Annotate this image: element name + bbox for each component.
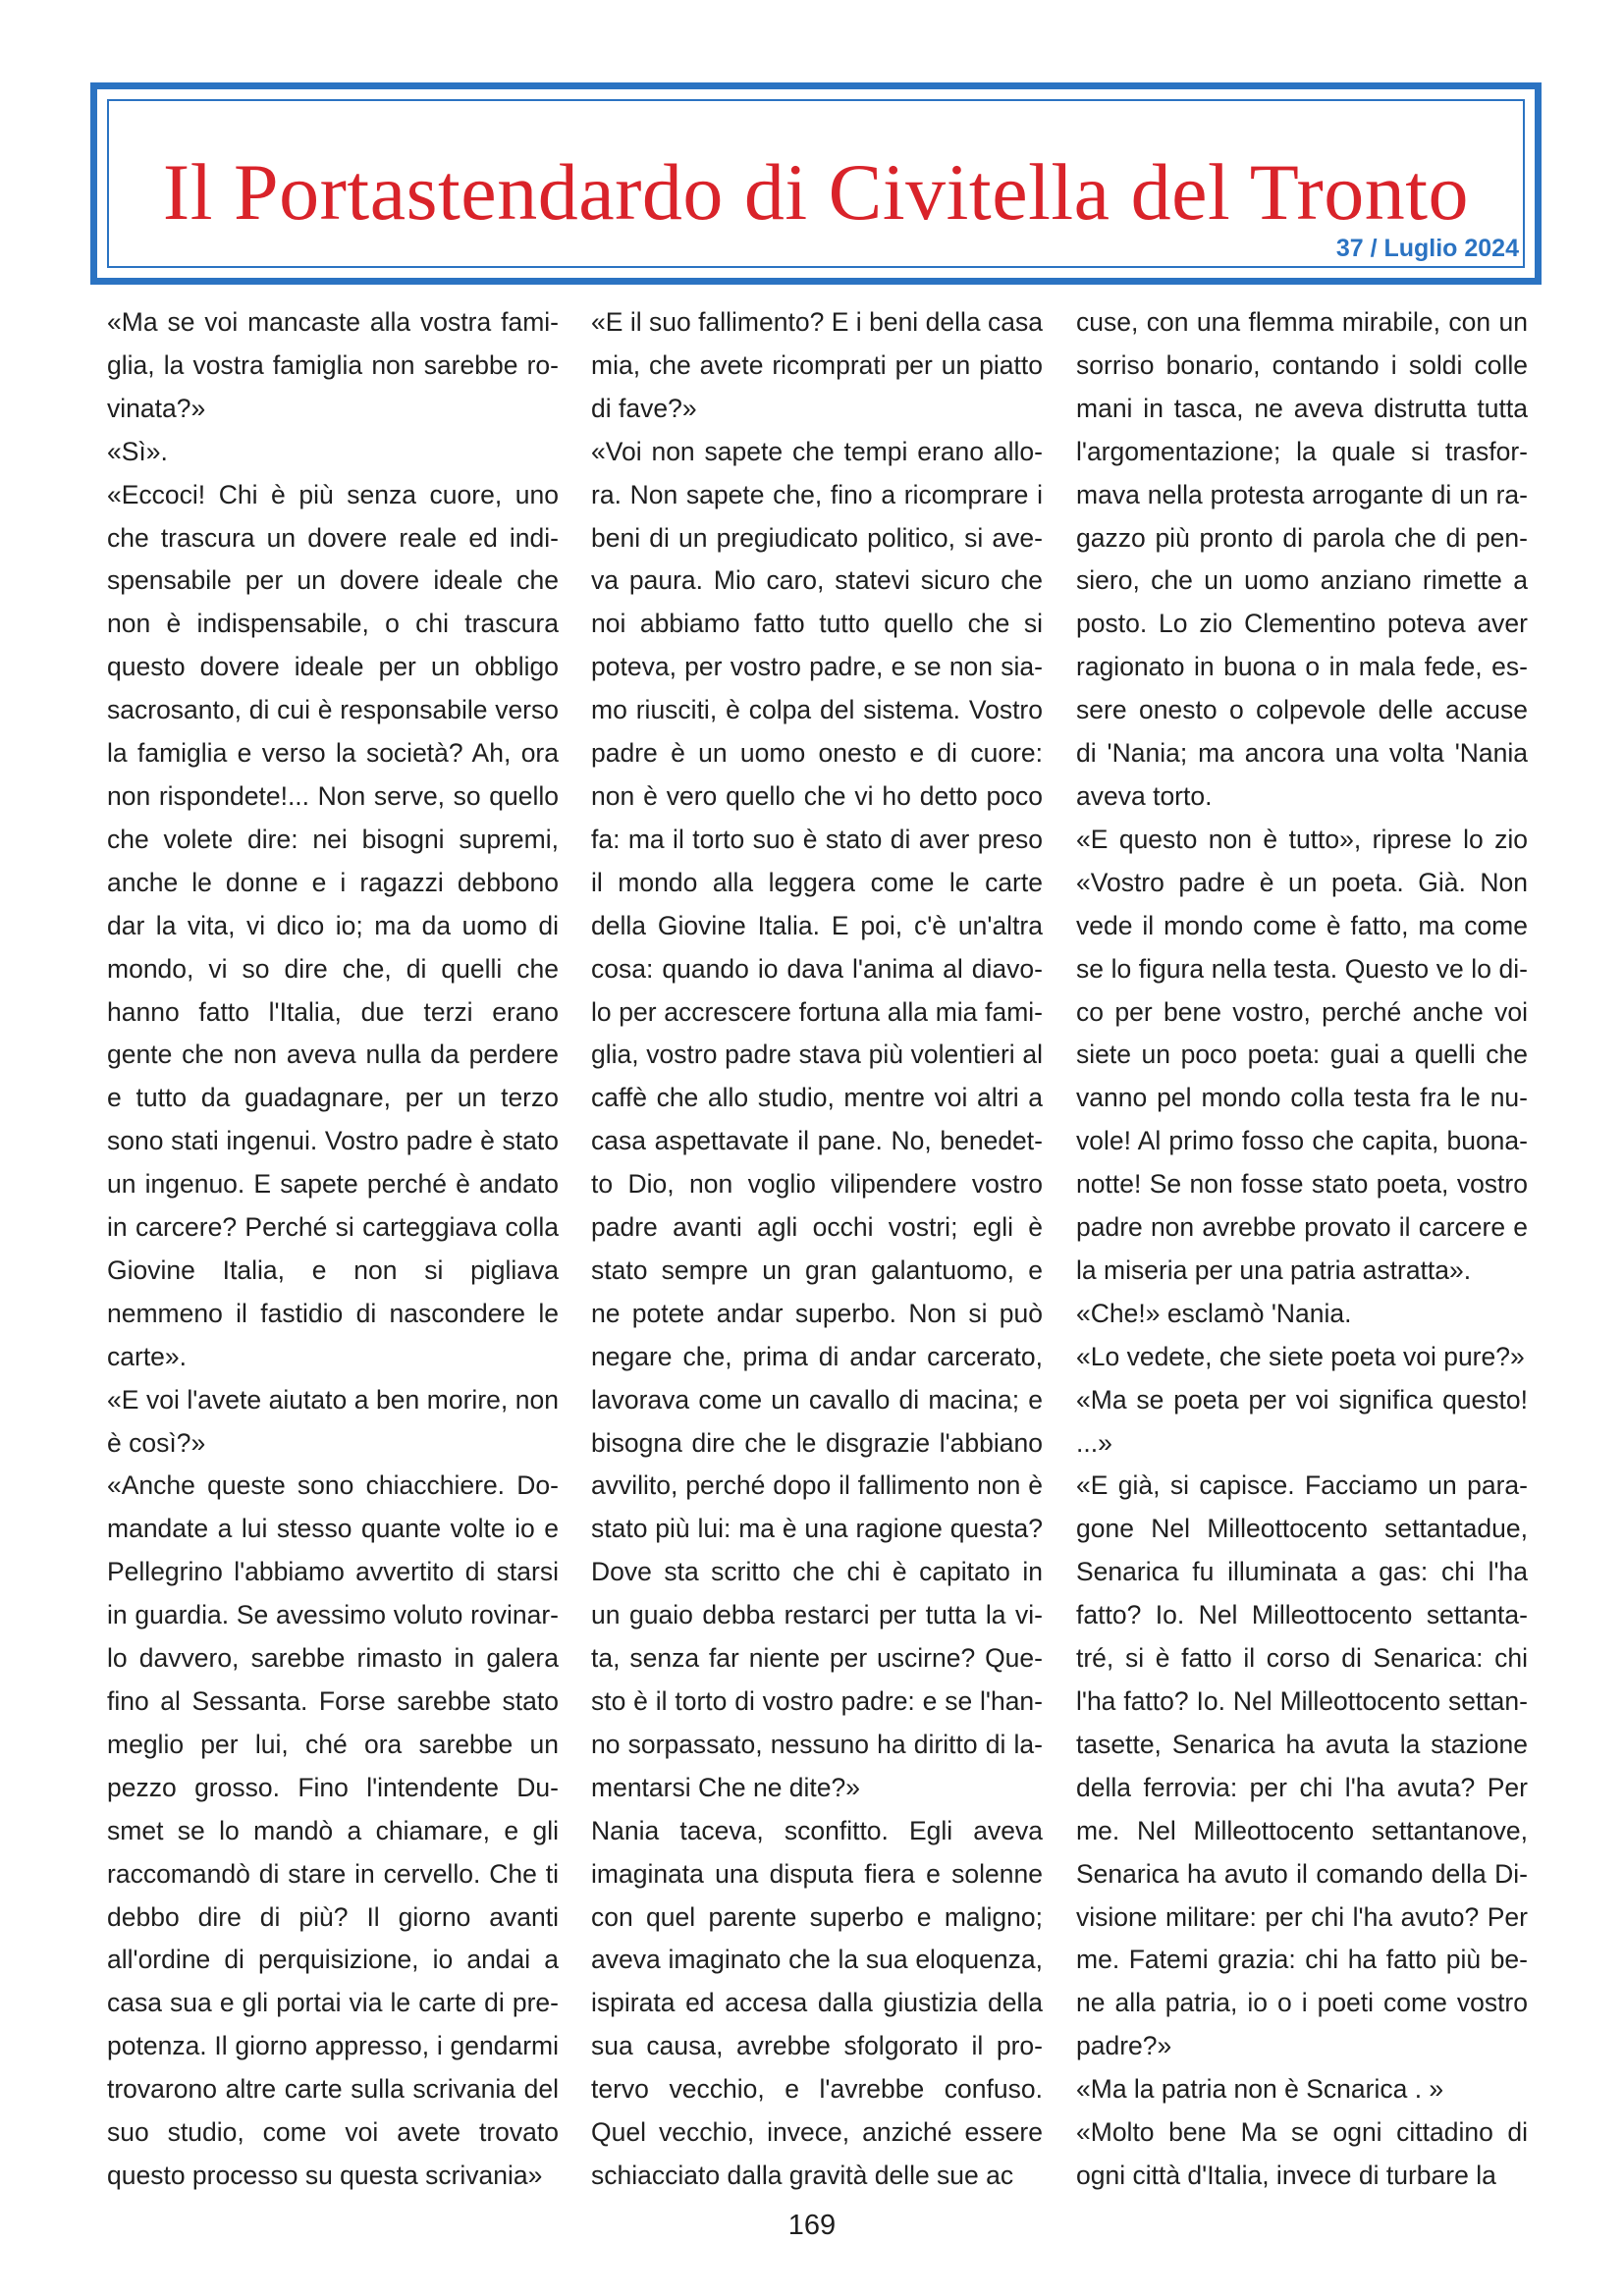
paragraph: «E questo non è tutto», riprese lo zio «Vostro padre è un poeta. Già. Non vede il mondo come è fatto, ma come se lo figura nella testa. Questo ve lo dico per bene vostro, perché anche voi siete un poco poeta: guai a quelli che vanno pel mondo colla testa fra le nuvole! Al primo fosso che capita, buonanotte! Se non fosse stato poeta, vostro padre non avrebbe provato il carcere e la miseria per una patria astratta». [1076,824,1528,1285]
text-column-2 [591,301,1043,2198]
paragraph: «Che!» esclamò 'Nania. [1076,1298,1352,1328]
paragraph: «Voi non sapete che tempi erano allora. Non sapete che, fino a ricomprare i beni di un pregiudicato politico, si aveva paura. Mio caro, statevi sicuro che noi abbiamo fatto tutto quello che si poteva, per vostro padre, e se non siamo riusciti, è colpa del sistema. Vostro padre è un uomo onesto e di cuore: non è vero quello che vi ho detto poco fa: ma il torto suo è stato di aver preso il mondo alla leggera come le carte della Giovine Italia. E poi, c'è un'altra cosa: quando io dava l'anima al diavolo per accrescere fortuna alla mia famiglia, vostro padre stava più volentieri al caffè che allo studio, mentre voi altri a casa aspettavate il pane. No, benedetto Dio, non voglio vilipendere vostro padre avanti agli occhi vostri; egli è stato sempre un gran galantuomo, e ne potete andar superbo. Non si può negare che, prima di andar carcerato, lavorava come un cavallo di macina; e bisogna dire che le disgrazie l'abbiano avvilito, perché dopo il fallimento non è stato più lui: ma è una ragione questa? Dove sta scritto che chi è capitato in un guaio debba restarci per tutta la vita, senza far niente per uscirne? Questo è il torto di vostro padre: e se l'hanno sorpassato, nessuno ha diritto di lamentarsi Che ne dite?» [591,436,1043,1802]
masthead [90,82,1542,285]
paragraph: cuse, con una flemma mirabile, con un sorriso bonario, contando i soldi colle mani in tasca, ne aveva distrutta tutta l'argomentazione; la quale si trasformava nella protesta arrogante di un ragazzo più pronto di parola che di pensiero, che un uomo anziano rimette a posto. Lo zio Clementino poteva aver ragionato in buona o in mala fede, essere onesto o colpevole delle accuse di 'Nania; ma ancora una volta 'Nania aveva torto. [1076,307,1528,811]
page-number: 169 [787,2210,837,2241]
paragraph: Nania taceva, sconfitto. Egli aveva imaginata una disputa fiera e solenne con quel parente superbo e maligno; aveva imaginato che la sua eloquenza, ispirata ed accesa dalla giustizia della sua causa, avrebbe sfolgorato il protervo vecchio, e l'avrebbe confuso. Quel vecchio, invece, anziché essere schiacciato dalla gravità delle sue ac [591,1815,1043,2190]
text-column-1 [107,301,559,2198]
paragraph: «Ma la patria non è Scnarica . » [1076,2074,1444,2105]
text-column-3 [1076,301,1528,2198]
paragraph: «Ma se poeta per voi significa questo! ...» [1076,1384,1528,1458]
paragraph: «Eccoci! Chi è più senza cuore, uno che trascura un dovere reale ed indispensabile per un dovere ideale che non è indispensabile, o chi trascura questo dovere ideale per un obbligo sacrosanto, di cui è responsabile verso la famiglia e verso la società? Ah, ora non rispondete!... Non serve, so quello che volete dire: nei bisogni supremi, anche le donne e i ragazzi debbono dar la vita, vi dico io; ma da uomo di mondo, vi so dire che, di quelli che hanno fatto l'Italia, due terzi erano gente che non aveva nulla da perdere e tutto da guadagnare, per un terzo sono stati ingenui. Vostro padre è stato un ingenuo. E sapete perché è andato in carcere? Perché si carteggiava colla Giovine Italia, e non si pigliava nemmeno il fastidio di nascondere le carte». [107,479,559,1371]
paragraph: «Anche queste sono chiacchiere. Domandate a lui stesso quante volte io e Pellegrino l'abbiamo avvertito di starsi in guardia. Se avessimo voluto rovinarlo davvero, sarebbe rimasto in galera fino al Sessanta. Forse sarebbe stato meglio per lui, ché ora sarebbe un pezzo grosso. Fino l'intendente Dusmet se lo mandò a chiamare, e gli raccomandò di stare in cervello. Che ti debbo dire di più? Il giorno avanti all'ordine di perquisizione, io andai a casa sua e gli portai via le carte di prepotenza. Il giorno appresso, i gendarmi trovarono altre carte sulla scrivania del suo studio, come voi avete trovato questo processo su questa scrivania» [107,1470,559,2190]
paragraph: «Molto bene Ma se ogni cittadino di ogni città d'Italia, invece di turbare la [1076,2117,1528,2190]
paragraph: «E voi l'avete aiutato a ben morire, non è così?» [107,1384,559,1458]
paragraph: «Ma se voi mancaste alla vostra famiglia, la vostra famiglia non sarebbe rovinata?» [107,307,559,423]
paragraph: «E già, si capisce. Facciamo un paragone Nel Milleottocento settantadue, Senarica fu illuminata a gas: chi l'ha fatto? Io. Nel Milleottocento settantatré, si è fatto il corso di Senarica: chi l'ha fatto? Io. Nel Milleottocento settantasette, Senarica ha avuta la stazione della ferrovia: per chi l'ha avuta? Per me. Nel Milleottocento settantanove, Senarica ha avuto il comando della Divisione militare: per chi l'ha avuto? Per me. Fatemi grazia: chi ha fatto più bene alla patria, io o i poeti come vostro padre?» [1076,1470,1528,2061]
paragraph: «E il suo fallimento? E i beni della casa mia, che avete ricomprati per un piatto di fave?» [591,307,1043,423]
paragraph: «Lo vedete, che siete poeta voi pure?» [1076,1341,1525,1371]
issue-number-date: 37 / Luglio 2024 [1335,235,1519,262]
paragraph: «Sì». [107,436,168,466]
journal-title: Il Portastendardo di Civitella del Tronto [162,147,1470,237]
